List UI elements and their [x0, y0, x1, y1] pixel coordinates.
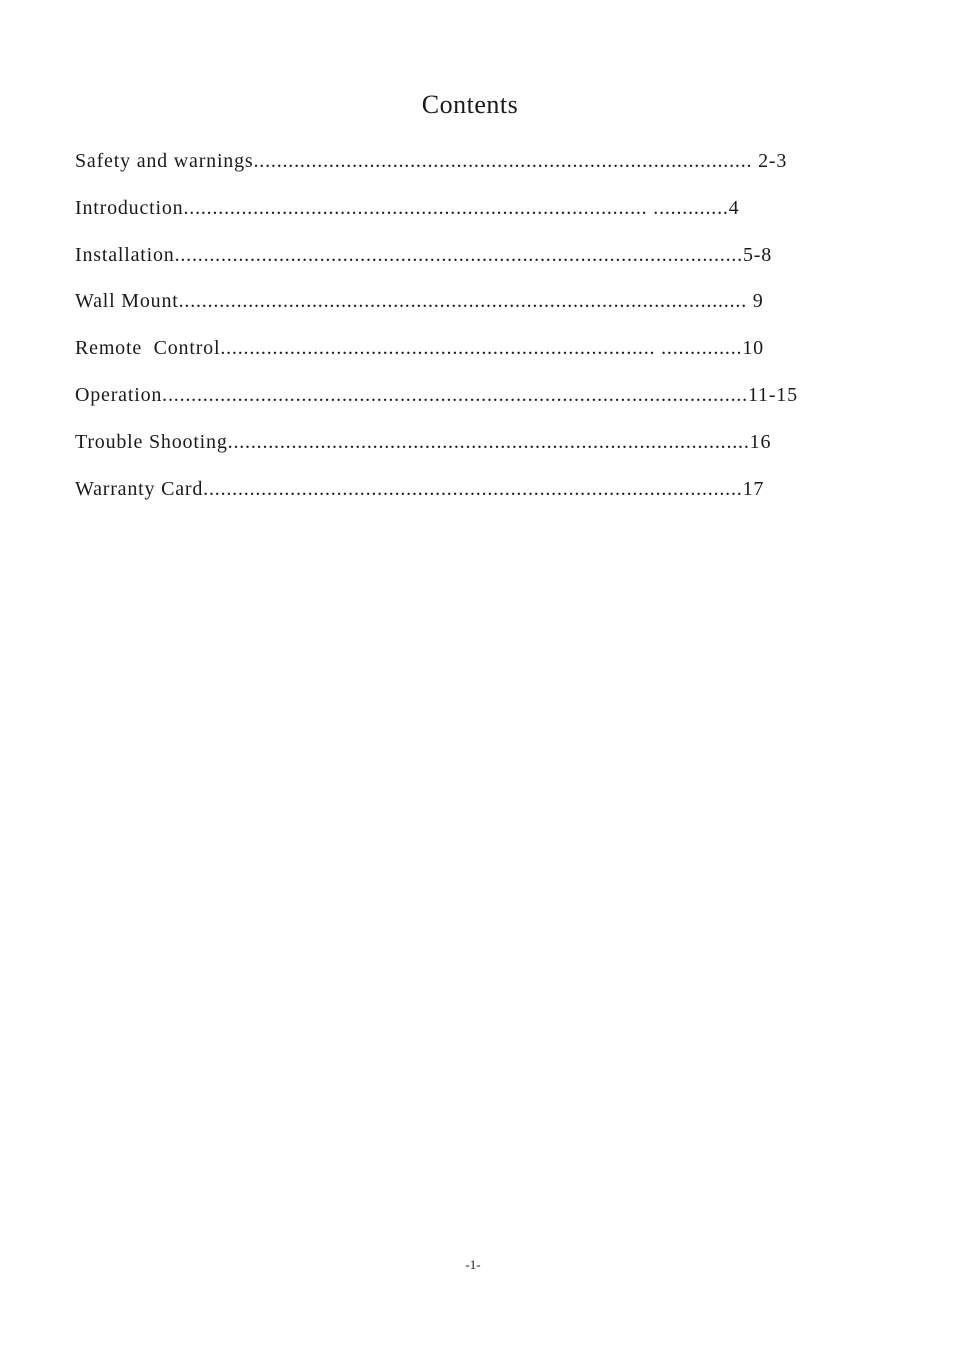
page-number: -1-	[465, 1257, 481, 1272]
toc-entry-safety-and-warnings: Safety and warnings...................................................................................... 2-3	[75, 150, 788, 172]
toc-entry-wall-mount: Wall Mount.................................................................................................. 9	[75, 290, 764, 313]
toc-entry-trouble-shooting: Trouble Shooting..........................................................................................16	[75, 430, 772, 453]
toc-entry-warranty-card: Warranty Card.............................................................................................17	[75, 477, 765, 500]
toc-entry-operation: Operation.....................................................................................................11-15	[75, 383, 798, 406]
page-title: Contents	[421, 90, 519, 119]
toc-entry-introduction: Introduction................................................................................ .............4	[75, 196, 740, 219]
toc-entry-remote-control: Remote Control........................................................................... ..............10	[75, 337, 764, 360]
toc-entry-installation: Installation..................................................................................................5-8	[75, 243, 773, 266]
table-of-contents	[75, 149, 895, 523]
